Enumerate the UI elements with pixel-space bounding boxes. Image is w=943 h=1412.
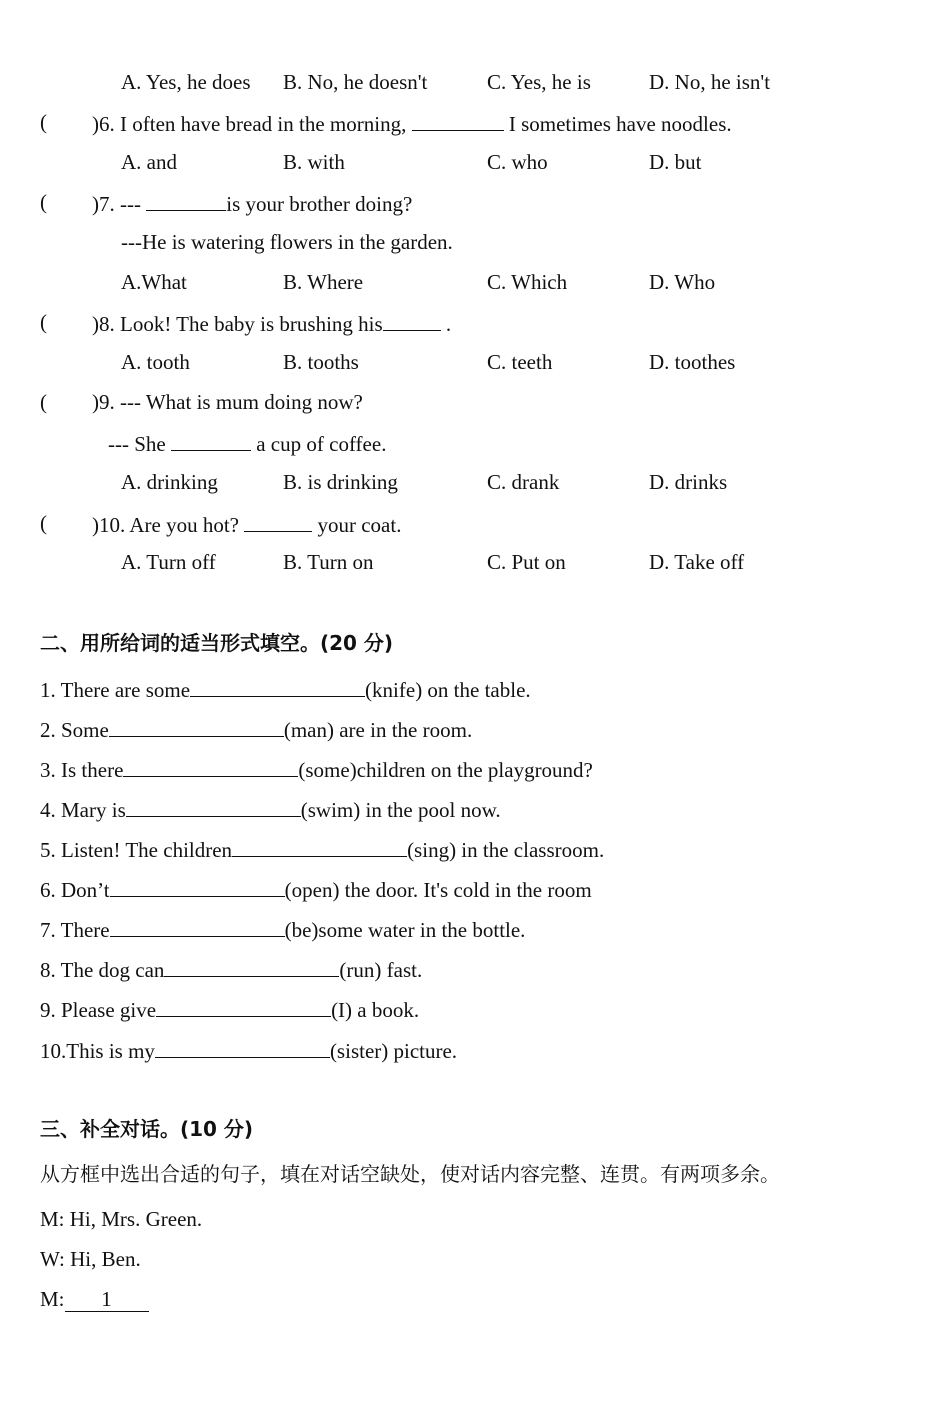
question-text: )9. --- What is mum doing now? <box>92 390 363 414</box>
fill-item-1: 1. There are some (knife) on the table. <box>40 678 531 702</box>
answer-blank[interactable] <box>232 836 407 857</box>
dialogue-line-2: W: Hi, Ben. <box>40 1247 141 1271</box>
answer-blank[interactable] <box>171 430 251 451</box>
answer-paren: ( <box>40 390 47 414</box>
section-3-instruction: 从方框中选出合适的句子，填在对话空缺处，使对话内容完整、连贯。有两项多余。 <box>40 1162 780 1186</box>
answer-blank[interactable] <box>190 676 365 697</box>
answer-blank[interactable] <box>110 916 285 937</box>
answer-blank[interactable] <box>164 956 339 977</box>
q6-option-a: A. and <box>121 150 177 174</box>
fill-item-4: 4. Mary is (swim) in the pool now. <box>40 798 501 822</box>
answer-blank[interactable] <box>109 716 284 737</box>
q9-option-d: D. drinks <box>649 470 728 494</box>
question-text: )10. Are you hot? your coat. <box>92 513 402 537</box>
q8-option-b: B. tooths <box>283 350 359 374</box>
q8-option-a: A. tooth <box>121 350 190 374</box>
q6-option-c: C. who <box>487 150 548 174</box>
q7-answer-line: ---He is watering flowers in the garden. <box>121 230 453 254</box>
q5-option-b: B. No, he doesn't <box>283 70 428 94</box>
fill-item-6: 6. Don’t (open) the door. It's cold in the room <box>40 878 592 902</box>
dialogue-blank-1[interactable]: 1 <box>65 1287 149 1312</box>
q6-option-b: B. with <box>283 150 345 174</box>
answer-blank[interactable] <box>123 756 298 777</box>
question-text: )8. Look! The baby is brushing his . <box>92 312 452 336</box>
answer-blank[interactable] <box>412 110 504 131</box>
fill-item-5: 5. Listen! The children (sing) in the classroom. <box>40 838 605 862</box>
answer-blank[interactable] <box>383 310 441 331</box>
dialogue-line-3: M: 1 <box>40 1287 149 1312</box>
q7-option-c: C. Which <box>487 270 568 294</box>
q7-option-b: B. Where <box>283 270 364 294</box>
q10-option-a: A. Turn off <box>121 550 216 574</box>
q10-option-d: D. Take off <box>649 550 745 574</box>
answer-blank[interactable] <box>244 511 312 532</box>
q9-option-c: C. drank <box>487 470 560 494</box>
answer-blank[interactable] <box>110 876 285 897</box>
q10-option-b: B. Turn on <box>283 550 374 574</box>
question-text: )6. I often have bread in the morning, I sometimes have noodles. <box>92 112 732 136</box>
fill-item-9: 9. Please give (I) a book. <box>40 998 420 1022</box>
answer-blank[interactable] <box>126 796 301 817</box>
section-3-heading: 三、补全对话。(10 分) <box>40 1117 254 1141</box>
q9-answer-line: --- She a cup of coffee. <box>108 432 387 456</box>
q7-option-d: D. Who <box>649 270 716 294</box>
fill-item-8: 8. The dog can (run) fast. <box>40 958 423 982</box>
q5-option-a: A. Yes, he does <box>121 70 251 94</box>
answer-paren: ( <box>40 190 47 214</box>
answer-blank[interactable] <box>146 190 226 211</box>
section-2-heading: 二、用所给词的适当形式填空。(20 分) <box>40 631 394 655</box>
question-text: )7. --- is your brother doing? <box>92 192 413 216</box>
fill-item-3: 3. Is there (some)children on the playground? <box>40 758 593 782</box>
answer-paren: ( <box>40 310 47 334</box>
q7-option-a: A.What <box>121 270 187 294</box>
q8-option-d: D. toothes <box>649 350 736 374</box>
q9-option-a: A. drinking <box>121 470 218 494</box>
answer-blank[interactable] <box>156 996 331 1017</box>
q6-option-d: D. but <box>649 150 702 174</box>
q9-option-b: B. is drinking <box>283 470 398 494</box>
q5-option-c: C. Yes, he is <box>487 70 591 94</box>
fill-item-10: 10.This is my (sister) picture. <box>40 1039 458 1063</box>
fill-item-2: 2. Some (man) are in the room. <box>40 718 473 742</box>
answer-paren: ( <box>40 511 47 535</box>
q8-option-c: C. teeth <box>487 350 553 374</box>
q10-option-c: C. Put on <box>487 550 566 574</box>
answer-blank[interactable] <box>155 1037 330 1058</box>
answer-paren: ( <box>40 110 47 134</box>
fill-item-7: 7. There (be)some water in the bottle. <box>40 918 526 942</box>
dialogue-line-1: M: Hi, Mrs. Green. <box>40 1207 203 1231</box>
q5-option-d: D. No, he isn't <box>649 70 771 94</box>
